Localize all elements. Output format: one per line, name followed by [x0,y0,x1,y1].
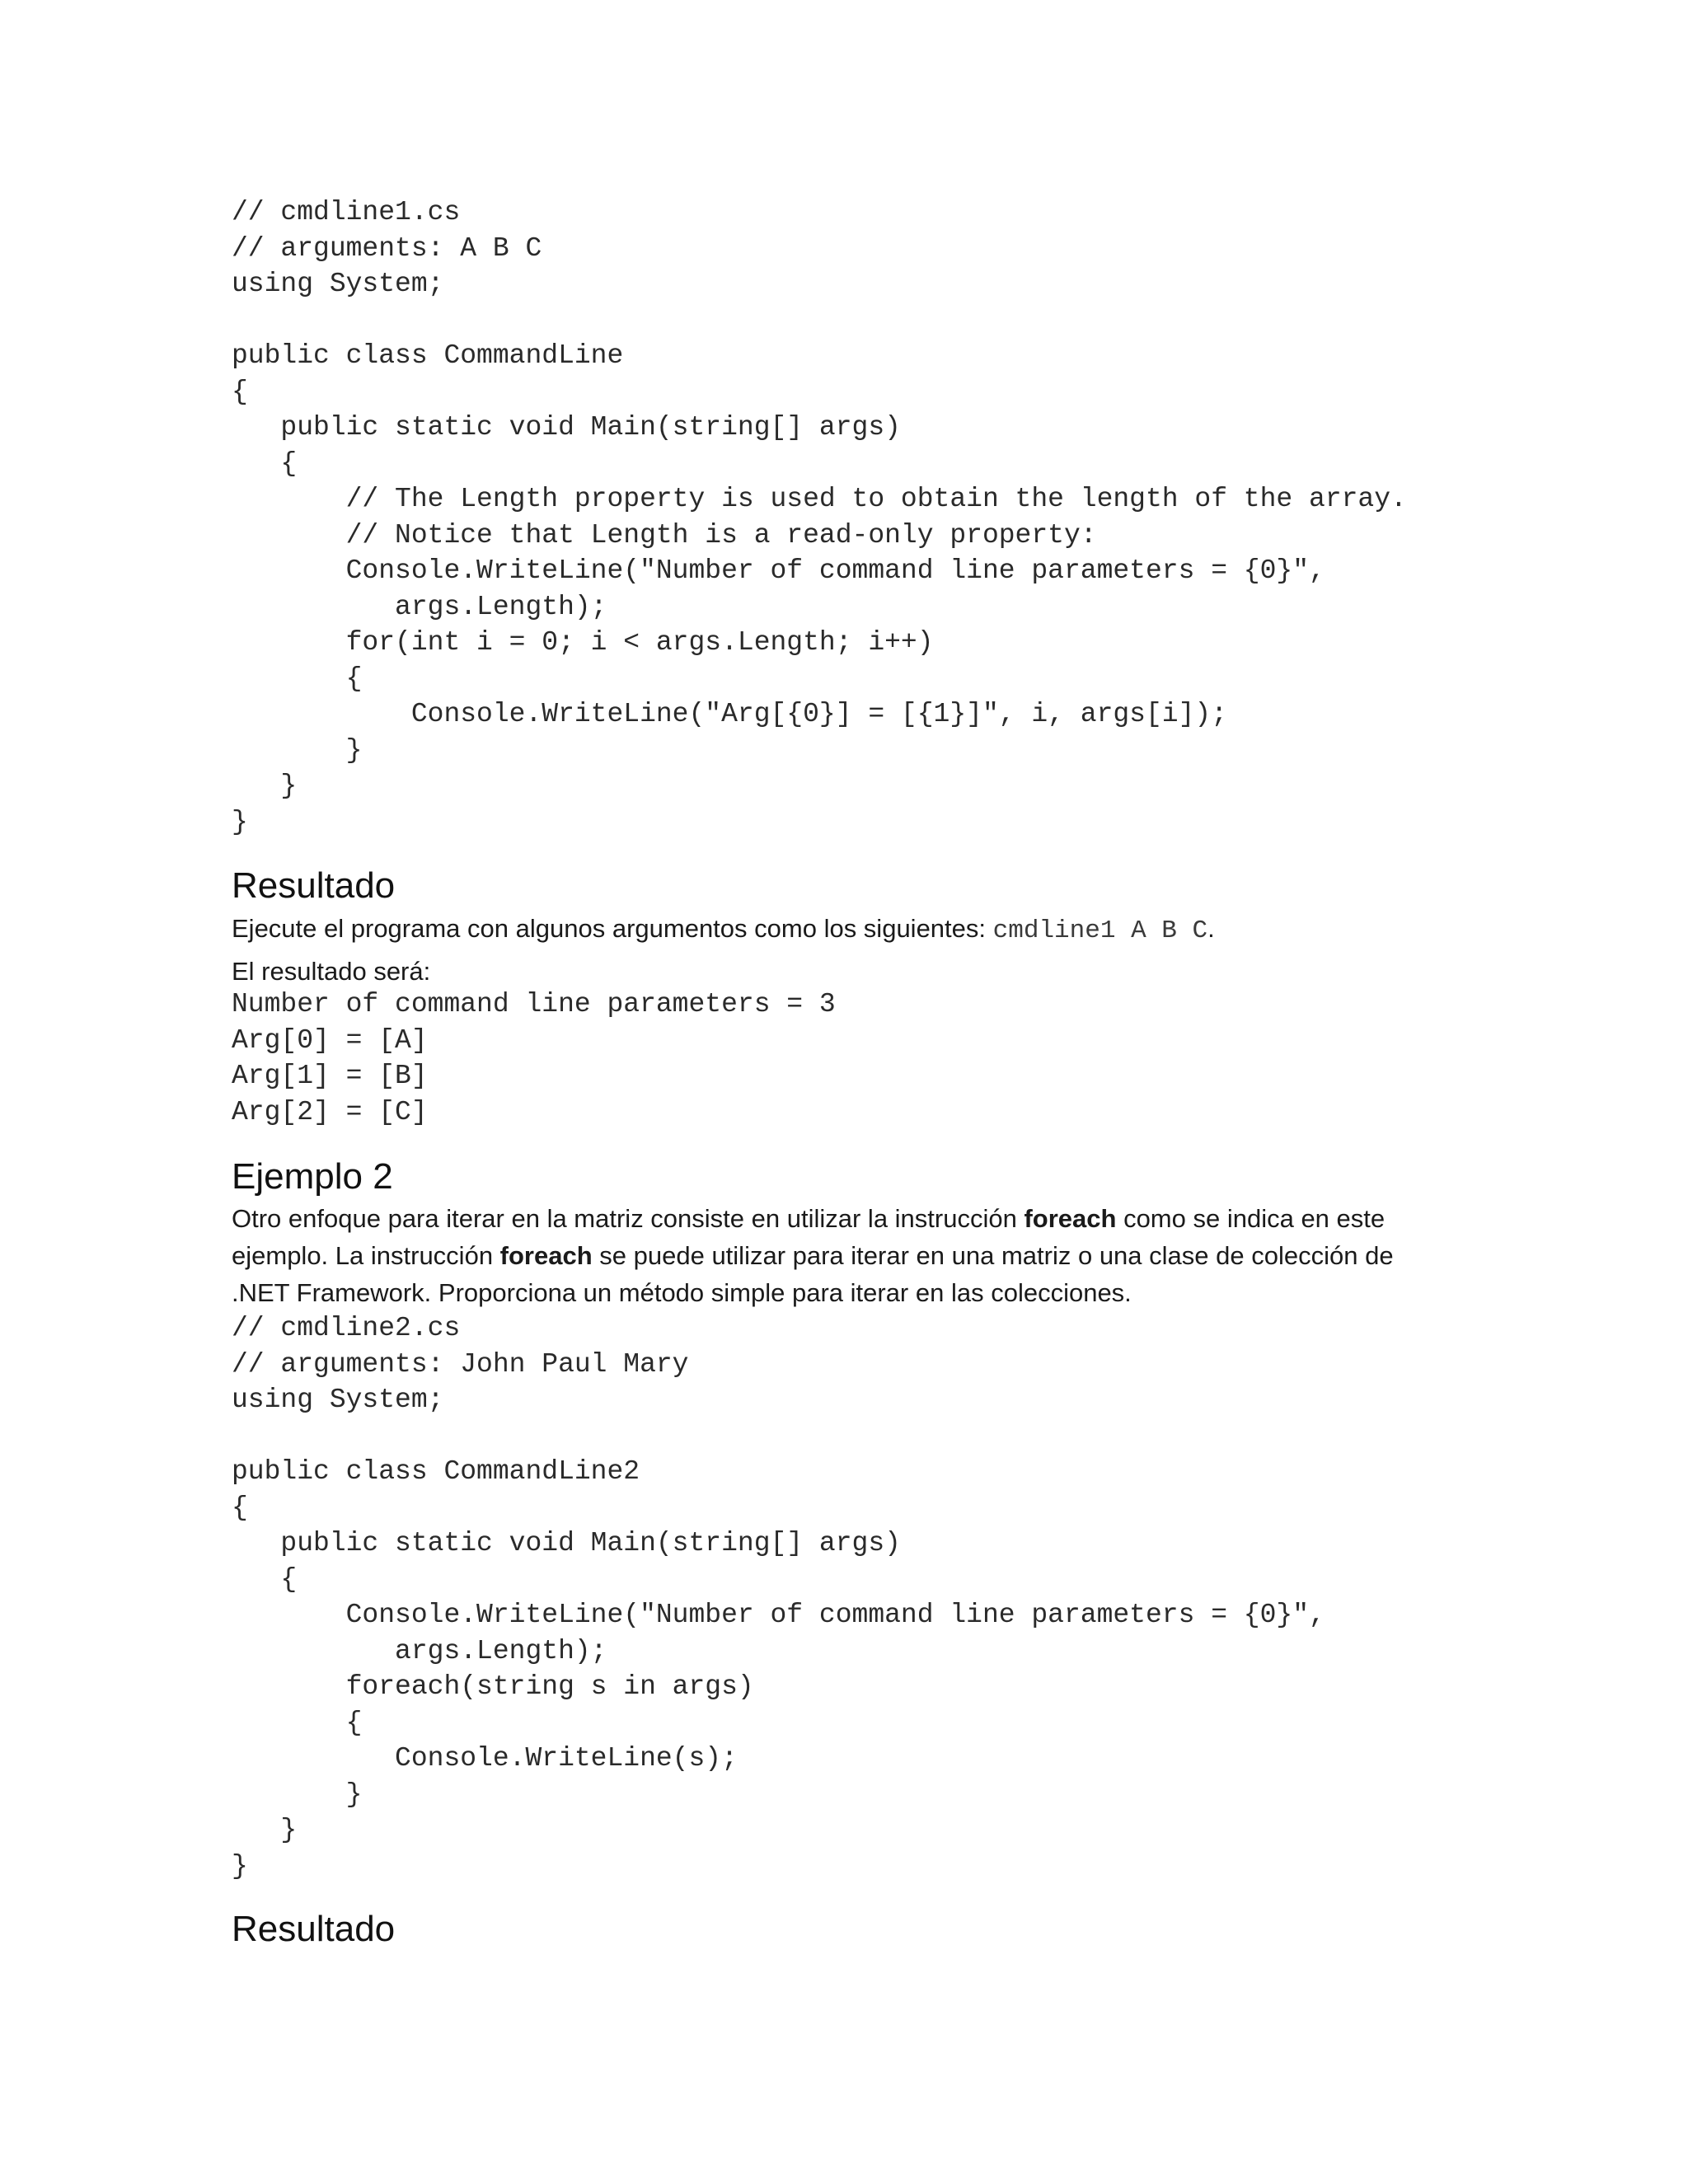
result-intro-end: . [1207,914,1215,943]
result-intro-text: Ejecute el programa con algunos argumentos como los siguientes: [232,914,993,943]
code-block-cmdline2: // cmdline2.cs // arguments: John Paul Mary using System; public class CommandLine2 { public static void Main(string[] args) { Console.WriteLine("Number of command line parameters = {0}", args.Length); foreach(string s in args) { Console.WriteLine(s); } } } [232,1313,1325,1882]
result-intro-paragraph [232,910,1435,949]
result-label: El resultado será: [232,957,431,986]
section-heading-resultado: Resultado [232,865,396,906]
keyword-foreach-2: foreach [499,1241,593,1270]
keyword-foreach-1: foreach [1024,1204,1117,1233]
paragraph-text-3: se puede utilizar para iterar en una matriz o una clase de colección de .NET Framework. Proporciona un método simple para iterar en las colecciones. [232,1241,1394,1307]
ejemplo-2-paragraph [232,1200,1435,1311]
program-output-1: Number of command line parameters = 3 Arg[0] = [A] Arg[1] = [B] Arg[2] = [C] [232,989,836,1127]
paragraph-text-1: Otro enfoque para iterar en la matriz consiste en utilizar la instrucción [232,1204,1025,1233]
code-block-cmdline1: // cmdline1.cs // arguments: A B C using System; public class CommandLine { public static void Main(string[] args) { // The Length property is used to obtain the length of the array. // Notice that Length is a read-only property: Console.WriteLine("Number of command line parameters = {0}", args.Length); for(int i = 0; i < args.Length; i++) { Console.WriteLine("Arg[{0}] = [{1}]", i, args[i]); } } } [232,197,1407,837]
inline-command: cmdline1 A B C [992,916,1208,945]
section-heading-resultado-2: Resultado [232,1909,396,1949]
paragraph-text-2: como se indica en este ejemplo. La instrucción [232,1204,1386,1270]
section-heading-ejemplo-2: Ejemplo 2 [232,1156,393,1197]
